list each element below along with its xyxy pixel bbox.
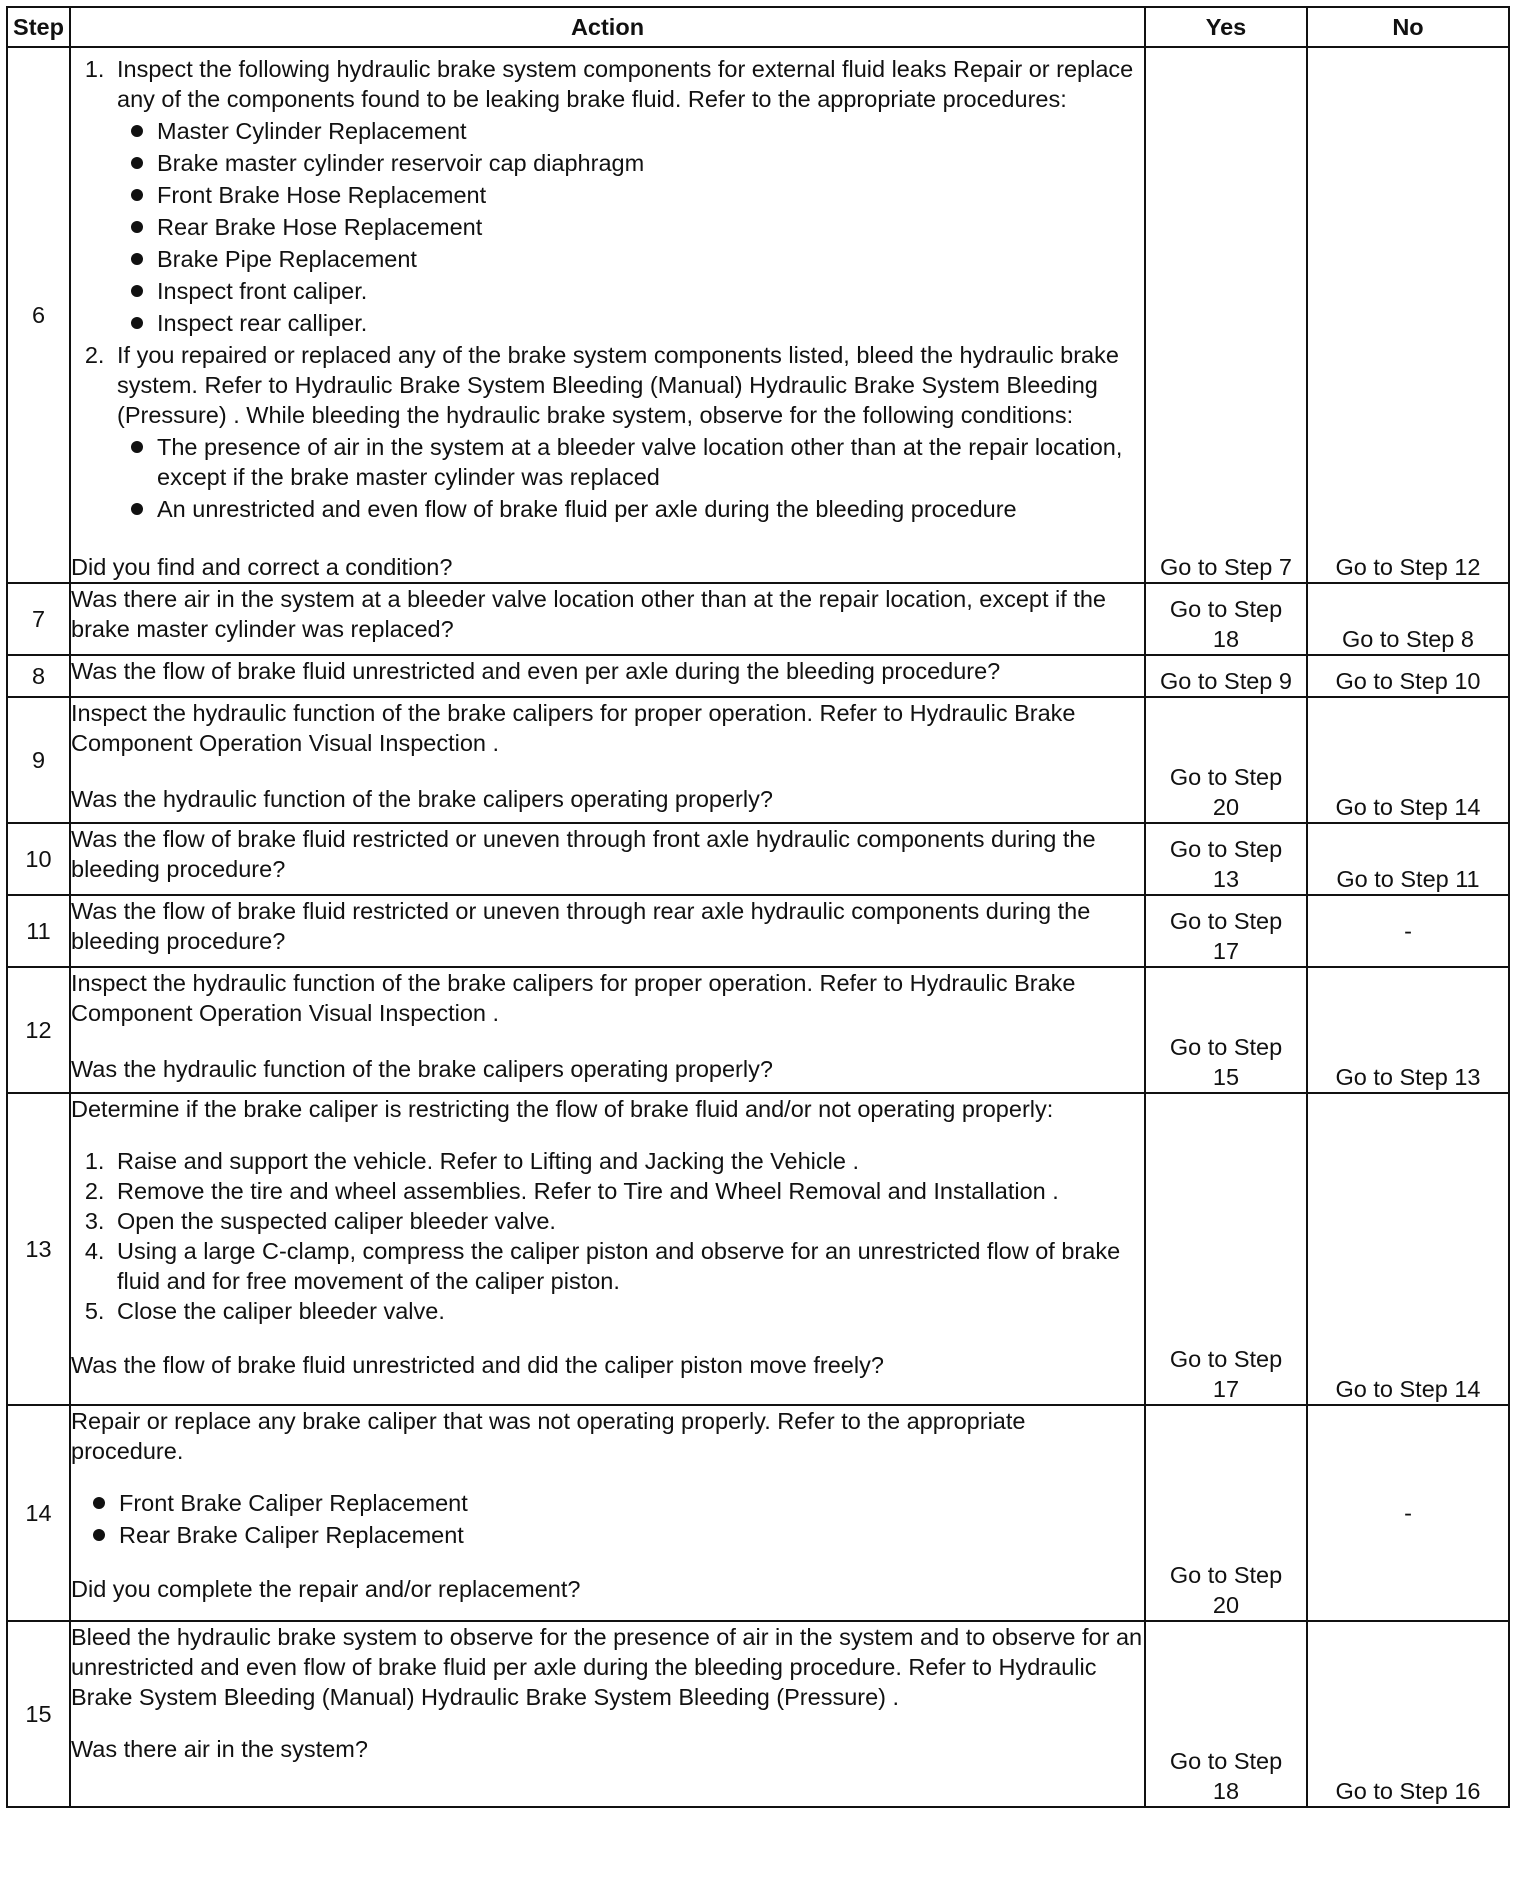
bullet-list (117, 432, 1144, 524)
yes-cell: Go to Step 18 (1145, 1621, 1307, 1807)
bullet-item: Rear Brake Caliper Replacement (93, 1520, 1144, 1550)
table-row-step-9 (7, 697, 1509, 823)
list-item: 1. Raise and support the vehicle. Refer to Lifting and Jacking the Vehicle . (111, 1146, 1144, 1176)
bullet-item: Front Brake Hose Replacement (131, 180, 1144, 210)
yes-cell: Go to Step 15 (1145, 967, 1307, 1093)
action-cell (70, 47, 1145, 583)
action-cell (70, 1093, 1145, 1405)
action-cell (70, 1621, 1145, 1807)
question-text: Was there air in the system at a bleeder valve location other than at the repair location, except if the brake master cylinder was replaced? (71, 586, 1106, 642)
question-text: Was there air in the system? (71, 1736, 368, 1762)
no-cell: Go to Step 11 (1307, 823, 1509, 895)
action-cell (70, 1405, 1145, 1621)
list-item (111, 54, 1144, 338)
bullet-item: Master Cylinder Replacement (131, 116, 1144, 146)
item-text: Inspect the following hydraulic brake system components for external fluid leaks Repair or replace any of the components found to be leaking brake fluid. Refer to the appropriate procedures: (117, 56, 1134, 112)
question-text: Was the hydraulic function of the brake calipers operating properly? (71, 1056, 773, 1082)
numbered-list (71, 1146, 1144, 1326)
bullet-item: Rear Brake Hose Replacement (131, 212, 1144, 242)
table-row-step-13 (7, 1093, 1509, 1405)
question-text: Did you complete the repair and/or replacement? (71, 1576, 581, 1602)
action-cell (70, 583, 1145, 655)
header-yes: Yes (1145, 7, 1307, 47)
no-cell: Go to Step 12 (1307, 47, 1509, 583)
table-row-step-10 (7, 823, 1509, 895)
action-text: Inspect the hydraulic function of the brake calipers for proper operation. Refer to Hydraulic Brake Component Operation Visual Inspection . (71, 700, 1076, 756)
header-step: Step (7, 7, 70, 47)
step-number: 15 (7, 1621, 70, 1807)
step-number: 8 (7, 655, 70, 697)
step-number: 7 (7, 583, 70, 655)
yes-cell: Go to Step 17 (1145, 895, 1307, 967)
no-cell: Go to Step 14 (1307, 1093, 1509, 1405)
action-cell (70, 967, 1145, 1093)
table-row-step-14 (7, 1405, 1509, 1621)
action-cell (70, 823, 1145, 895)
bullet-item: An unrestricted and even flow of brake fluid per axle during the bleeding procedure (131, 494, 1144, 524)
question-text: Was the flow of brake fluid restricted or uneven through front axle hydraulic components during the bleeding procedure? (71, 826, 1096, 882)
table-row-step-12 (7, 967, 1509, 1093)
action-cell (70, 655, 1145, 697)
table-row-step-7 (7, 583, 1509, 655)
item-text: If you repaired or replaced any of the brake system components listed, bleed the hydraulic brake system. Refer to Hydraulic Brake System Bleeding (Manual) Hydraulic Brake System Bleeding (Pressure) . While bleeding the hydraulic brake system, observe for the following conditions: (117, 342, 1119, 428)
question-text: Was the flow of brake fluid unrestricted and even per axle during the bleeding procedure? (71, 658, 1001, 684)
no-cell: - (1307, 895, 1509, 967)
step-number: 14 (7, 1405, 70, 1621)
no-cell: Go to Step 8 (1307, 583, 1509, 655)
bullet-list (71, 1488, 1144, 1550)
list-item: 4. Using a large C-clamp, compress the caliper piston and observe for an unrestricted flow of brake fluid and for free movement of the caliper piston. (111, 1236, 1144, 1296)
no-cell: Go to Step 16 (1307, 1621, 1509, 1807)
action-cell (70, 697, 1145, 823)
action-text: Inspect the hydraulic function of the brake calipers for proper operation. Refer to Hydraulic Brake Component Operation Visual Inspection . (71, 970, 1076, 1026)
bullet-item: Brake Pipe Replacement (131, 244, 1144, 274)
yes-cell: Go to Step 13 (1145, 823, 1307, 895)
numbered-list (71, 54, 1144, 524)
bullet-item: Inspect front caliper. (131, 276, 1144, 306)
no-cell: Go to Step 13 (1307, 967, 1509, 1093)
yes-cell: Go to Step 20 (1145, 697, 1307, 823)
step-number: 9 (7, 697, 70, 823)
question-text: Was the hydraulic function of the brake calipers operating properly? (71, 786, 773, 812)
header-action: Action (70, 7, 1145, 47)
question-text: Did you find and correct a condition? (71, 554, 453, 580)
step-number: 13 (7, 1093, 70, 1405)
diagnostic-table (6, 6, 1510, 1808)
bullet-item: Inspect rear calliper. (131, 308, 1144, 338)
list-item: 5. Close the caliper bleeder valve. (111, 1296, 1144, 1326)
list-item (111, 340, 1144, 524)
no-cell: Go to Step 14 (1307, 697, 1509, 823)
action-text: Determine if the brake caliper is restricting the flow of brake fluid and/or not operating properly: (71, 1096, 1054, 1122)
step-number: 12 (7, 967, 70, 1093)
no-cell: Go to Step 10 (1307, 655, 1509, 697)
action-text: Bleed the hydraulic brake system to observe for the presence of air in the system and to observe for an unrestricted and even flow of brake fluid per axle during the bleeding procedure. Refer to Hydraulic Brake System Bleeding (Manual) Hydraulic Brake System Bleeding (Pressure) . (71, 1624, 1143, 1710)
yes-cell: Go to Step 7 (1145, 47, 1307, 583)
header-no: No (1307, 7, 1509, 47)
bullet-item: Front Brake Caliper Replacement (93, 1488, 1144, 1518)
bullet-item: Brake master cylinder reservoir cap diaphragm (131, 148, 1144, 178)
yes-cell: Go to Step 17 (1145, 1093, 1307, 1405)
action-cell (70, 895, 1145, 967)
table-row-step-15 (7, 1621, 1509, 1807)
step-number: 6 (7, 47, 70, 583)
bullet-item: The presence of air in the system at a bleeder valve location other than at the repair location, except if the brake master cylinder was replaced (131, 432, 1144, 492)
bullet-list (117, 116, 1144, 338)
question-text: Was the flow of brake fluid restricted or uneven through rear axle hydraulic components during the bleeding procedure? (71, 898, 1091, 954)
step-number: 10 (7, 823, 70, 895)
action-text: Repair or replace any brake caliper that was not operating properly. Refer to the appropriate procedure. (71, 1408, 1026, 1464)
list-item: 2. Remove the tire and wheel assemblies. Refer to Tire and Wheel Removal and Installation . (111, 1176, 1144, 1206)
yes-cell: Go to Step 18 (1145, 583, 1307, 655)
table-row-step-11 (7, 895, 1509, 967)
table-row-step-6 (7, 47, 1509, 583)
header-row (7, 7, 1509, 47)
yes-cell: Go to Step 9 (1145, 655, 1307, 697)
list-item: 3. Open the suspected caliper bleeder valve. (111, 1206, 1144, 1236)
step-number: 11 (7, 895, 70, 967)
yes-cell: Go to Step 20 (1145, 1405, 1307, 1621)
table-row-step-8 (7, 655, 1509, 697)
no-cell: - (1307, 1405, 1509, 1621)
question-text: Was the flow of brake fluid unrestricted and did the caliper piston move freely? (71, 1352, 884, 1378)
